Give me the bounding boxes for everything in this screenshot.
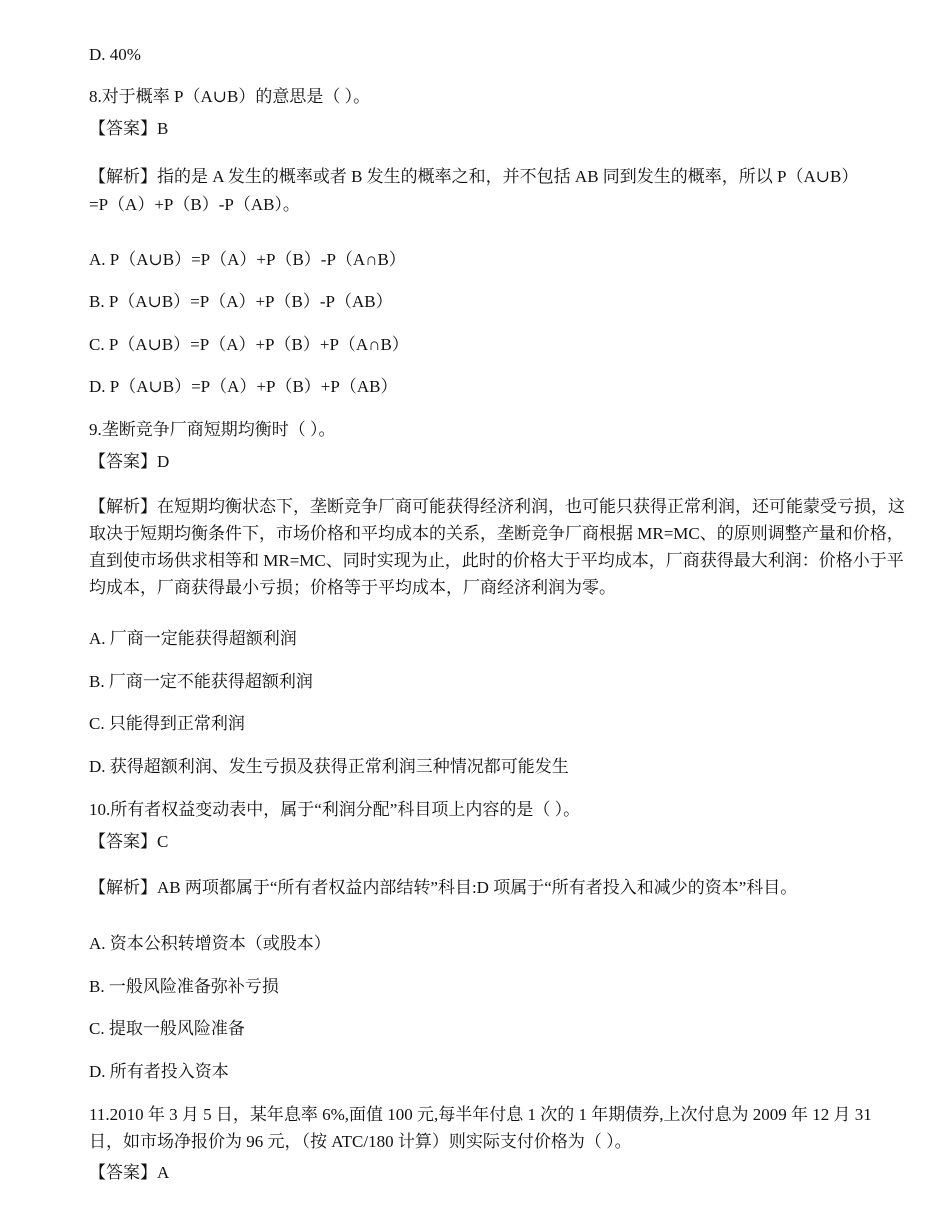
question-8-answer: 【答案】B	[89, 119, 169, 138]
question-8-title: 8.对于概率 P（A∪B）的意思是（ ）。	[89, 87, 371, 106]
question-10-option-b: B. 一般风险准备弥补亏损	[89, 977, 279, 996]
question-9-option-d: D. 获得超额利润、发生亏损及获得正常利润三种情况都可能发生	[89, 757, 569, 776]
question-11-title: 11.2010 年 3 月 5 日，某年息率 6%,面值 100 元,每半年付息 1 次的 1 年期债券,上次付息为 2009 年 12 月 31 日，如市场净报价为 96 元，（按 ATC/180 计算）则实际支付价格为（ ）。	[89, 1105, 872, 1151]
question-8-option-c: C. P（A∪B）=P（A）+P（B）+P（A∩B）	[89, 335, 409, 354]
question-9-option-a: A. 厂商一定能获得超额利润	[89, 629, 297, 648]
question-9-analysis: 【解析】在短期均衡状态下，垄断竞争厂商可能获得经济利润，也可能只获得正常利润，还可能蒙受亏损，这取决于短期均衡条件下，市场价格和平均成本的关系，垄断竞争厂商根据 MR=MC、的原则调整产量和价格，直到使市场供求相等和 MR=MC、同时实现为止，此时的价格大于平均成本，厂商获得最大利润：价格小于平均成本，厂商获得最小亏损；价格等于平均成本，厂商经济利润为零。	[89, 497, 905, 597]
question-8-option-b: B. P（A∪B）=P（A）+P（B）-P（AB）	[89, 292, 393, 311]
question-10-answer: 【答案】C	[89, 832, 169, 851]
question-10-option-d: D. 所有者投入资本	[89, 1062, 229, 1081]
question-10-option-c: C. 提取一般风险准备	[89, 1019, 245, 1038]
question-9-option-b: B. 厂商一定不能获得超额利润	[89, 672, 313, 691]
question-9-option-c: C. 只能得到正常利润	[89, 714, 245, 733]
question-8-option-a: A. P（A∪B）=P（A）+P（B）-P（A∩B）	[89, 250, 406, 269]
question-8-analysis: 【解析】指的是 A 发生的概率或者 B 发生的概率之和，并不包括 AB 同到发生的概率，所以 P（A∪B）=P（A）+P（B）-P（AB）。	[89, 167, 859, 214]
question-9-title: 9.垄断竞争厂商短期均衡时（ ）。	[89, 420, 336, 439]
question-11-answer: 【答案】A	[89, 1163, 170, 1182]
previous-option-d: D. 40%	[89, 45, 141, 64]
question-10-analysis: 【解析】AB 两项都属于“所有者权益内部结转”科目:D 项属于“所有者投入和减少的资本”科目。	[89, 878, 798, 897]
question-8-option-d: D. P（A∪B）=P（A）+P（B）+P（AB）	[89, 377, 398, 396]
question-10-option-a: A. 资本公积转增资本（或股本）	[89, 934, 331, 953]
question-10-title: 10.所有者权益变动表中，属于“利润分配”科目项上内容的是（ ）。	[89, 800, 581, 819]
question-9-answer: 【答案】D	[89, 452, 170, 471]
